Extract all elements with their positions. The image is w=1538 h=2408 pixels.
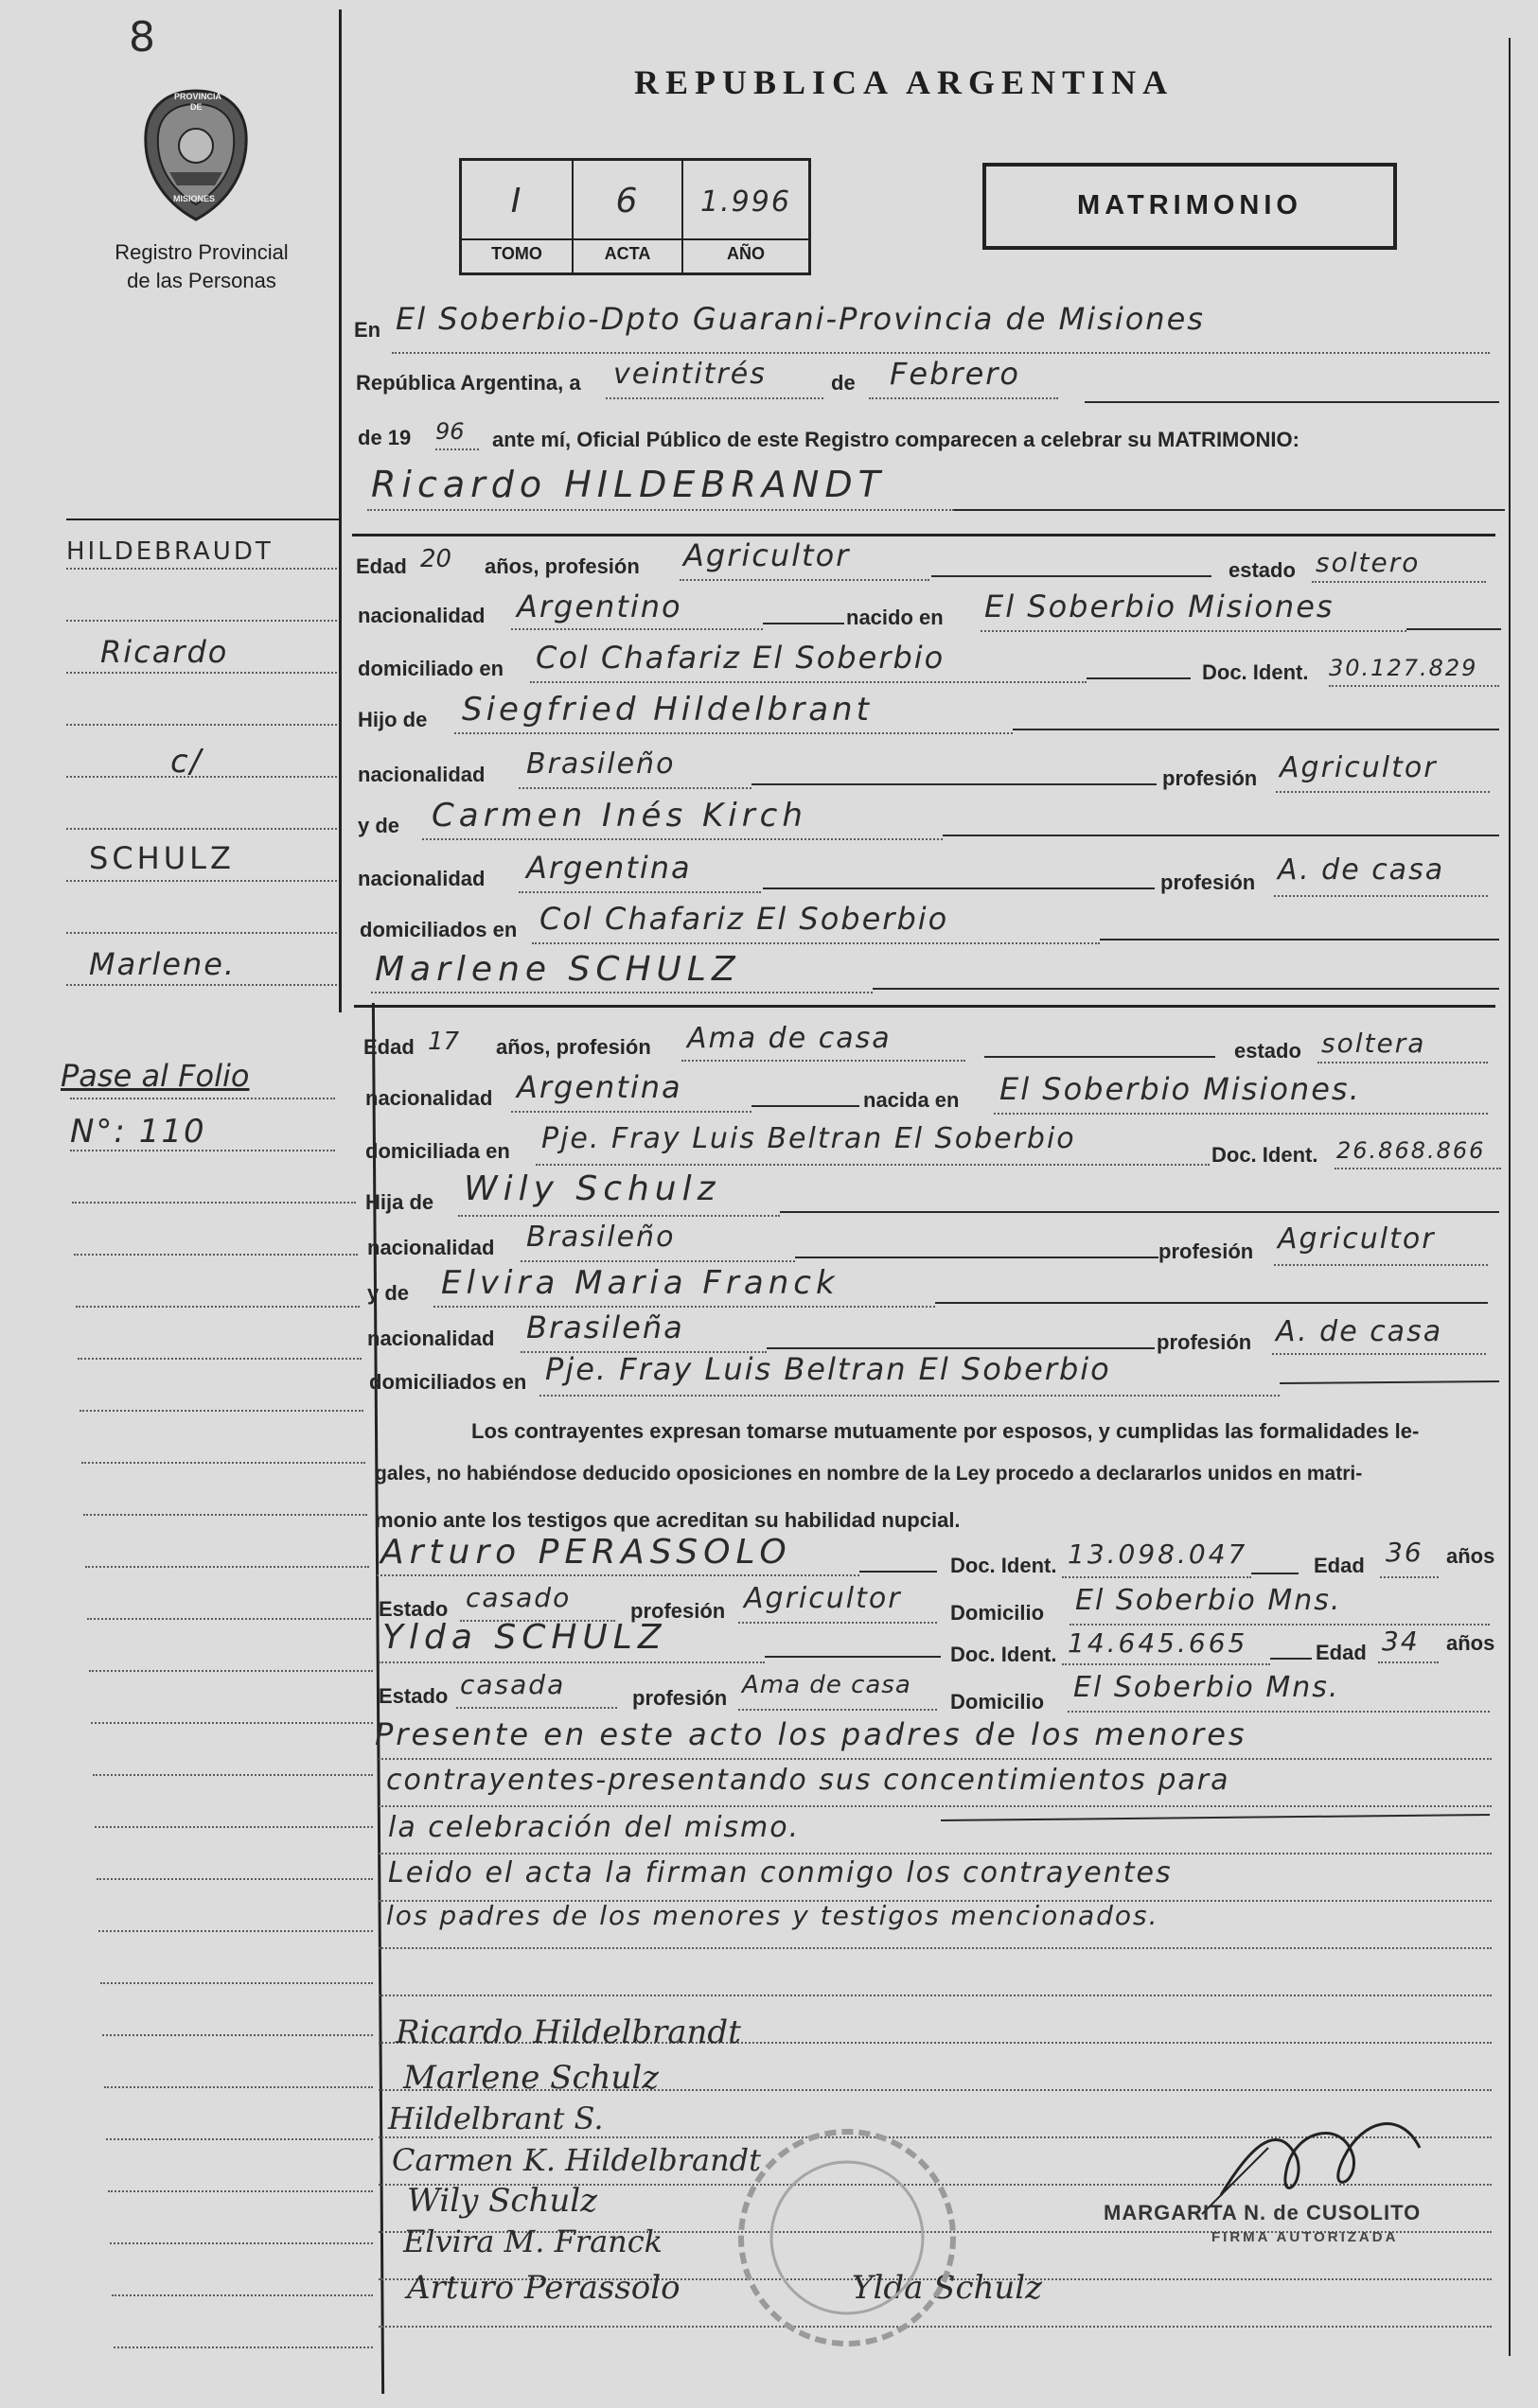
acta-value: 6 <box>615 182 640 220</box>
bride-padre: Wily Schulz <box>464 1169 721 1208</box>
groom-padres-dom: Col Chafariz El Soberbio <box>539 901 949 937</box>
witness-1-edad: 36 <box>1386 1537 1423 1568</box>
month-value: Febrero <box>890 356 1020 392</box>
witness-2-name: Ylda SCHULZ <box>382 1618 667 1657</box>
acta-label: ACTA <box>604 244 651 263</box>
bride-madre-nac-label: nacionalidad <box>367 1327 495 1350</box>
ano-label: AÑO <box>727 244 765 263</box>
bride-domicilio: Pje. Fray Luis Beltran El Soberbio <box>541 1122 1076 1155</box>
margin-note-folio: Pase al Folio <box>61 1058 250 1094</box>
official-role: FIRMA AUTORIZADA <box>1211 2229 1399 2245</box>
tomo-value: I <box>510 182 523 220</box>
document-type-label: MATRIMONIO <box>1077 190 1302 220</box>
seal-text-bottom: MISIONES <box>173 194 216 203</box>
witness-1-edad-label: Edad <box>1314 1554 1365 1577</box>
witness-1-domicilio: El Soberbio Mns. <box>1075 1584 1342 1617</box>
country-title: REPUBLICA ARGENTINA <box>634 63 1175 101</box>
bride-hija-label: Hija de <box>365 1190 434 1214</box>
groom-domicilio: Col Chafariz El Soberbio <box>536 640 946 676</box>
witness-2-doc: 14.645.665 <box>1068 1627 1248 1659</box>
signature-witness-1: Arturo Perassolo <box>407 2269 681 2307</box>
groom-madre-nac-label: nacionalidad <box>358 867 486 890</box>
witness-2-domicilio: El Soberbio Mns. <box>1073 1671 1340 1704</box>
signature-groom: Ricardo Hildelbrandt <box>396 2013 741 2051</box>
right-vertical-rule <box>1509 38 1511 2356</box>
bride-nacida: El Soberbio Misiones. <box>999 1071 1361 1107</box>
groom-name: Ricardo HILDEBRANDT <box>371 464 886 505</box>
bride-edad-label: Edad <box>363 1035 415 1059</box>
republica-label: República Argentina, a <box>356 371 581 395</box>
bride-name: Marlene SCHULZ <box>375 950 741 989</box>
witness-1-doc: 13.098.047 <box>1068 1538 1248 1570</box>
witness-2-anos-label: años <box>1446 1631 1495 1655</box>
groom-padre: Siegfried Hildelbrant <box>462 691 873 729</box>
margin-note-name: Ricardo <box>100 634 229 670</box>
witness-2-prof-label: profesión <box>632 1686 728 1710</box>
witness-2-estado-label: Estado <box>379 1684 449 1708</box>
groom-madre-prof: A. de casa <box>1278 853 1445 887</box>
margin-note-with: c/ <box>170 743 203 781</box>
seal-text-mid: DE <box>190 102 203 112</box>
groom-padre-prof: Agricultor <box>1280 751 1438 784</box>
bride-madre-prof: A. de casa <box>1276 1315 1443 1348</box>
margin-note-bride-name: Marlene. <box>89 946 237 982</box>
groom-edad: 20 <box>420 545 452 573</box>
witness-1-profesion: Agricultor <box>744 1582 902 1615</box>
groom-doc-label: Doc. Ident. <box>1202 660 1309 684</box>
registry-line-2: de las Personas <box>127 269 276 292</box>
signature-bride-mother: Elvira M. Franck <box>403 2223 663 2259</box>
groom-padres-dom-label: domiciliados en <box>360 918 518 941</box>
document-type-box <box>982 163 1397 250</box>
witness-2-doc-label: Doc. Ident. <box>950 1643 1057 1666</box>
note-line-3: la celebración del mismo. <box>388 1811 801 1844</box>
bride-profesion: Ama de casa <box>687 1022 892 1055</box>
margin-note-surname: HILDEBRAUDT <box>66 537 274 566</box>
witness-2-dom-label: Domicilio <box>950 1690 1045 1714</box>
note-line-4: Leido el acta la firman conmigo los contrayentes <box>388 1856 1173 1889</box>
margin-note-bride-surname: SCHULZ <box>89 840 235 876</box>
note-line-2: contrayentes-presentando sus concentimientos para <box>386 1764 1230 1797</box>
bride-nacionalidad-label: nacionalidad <box>365 1086 493 1110</box>
bride-nacionalidad: Argentina <box>517 1069 682 1105</box>
groom-madre-prof-label: profesión <box>1160 870 1256 894</box>
witness-2-edad-label: Edad <box>1316 1641 1367 1664</box>
bride-edad: 17 <box>428 1028 460 1056</box>
year-prefix: de 19 <box>358 426 412 449</box>
groom-padre-prof-label: profesión <box>1162 766 1258 790</box>
en-label: En <box>354 318 381 342</box>
groom-yde-label: y de <box>358 814 400 837</box>
note-line-5: los padres de los menores y testigos mencionados. <box>386 1900 1159 1931</box>
groom-nacido-label: nacido en <box>846 606 944 629</box>
bride-madre: Elvira Maria Franck <box>441 1264 840 1302</box>
bride-domiciliada-label: domiciliada en <box>365 1139 510 1163</box>
page-number: 8 <box>129 13 157 62</box>
bride-estado-label: estado <box>1234 1039 1301 1063</box>
bride-section-rule <box>354 1005 1495 1008</box>
groom-nacionalidad-label: nacionalidad <box>358 604 486 627</box>
record-box <box>459 158 811 275</box>
groom-domiciliado-label: domiciliado en <box>358 657 504 680</box>
ano-value: 1.996 <box>700 185 791 219</box>
left-vertical-rule <box>339 9 342 1012</box>
intro-text: ante mí, Oficial Público de este Registro comparecen a celebrar su MATRIMONIO: <box>492 428 1299 451</box>
groom-hijo-label: Hijo de <box>358 708 428 731</box>
groom-estado: soltero <box>1316 547 1421 578</box>
groom-edad-label: Edad <box>356 554 407 578</box>
place-value: El Soberbio-Dpto Guarani-Provincia de Misiones <box>396 301 1205 337</box>
groom-anos-profesion: años, profesión <box>485 554 640 578</box>
margin-note-folio-number: N°: 110 <box>70 1113 206 1151</box>
bride-madre-nac: Brasileña <box>526 1309 684 1345</box>
groom-doc: 30.127.829 <box>1329 655 1478 681</box>
groom-madre: Carmen Inés Kirch <box>432 797 807 835</box>
bride-yde-label: y de <box>367 1281 410 1305</box>
groom-nacido: El Soberbio Misiones <box>984 589 1335 624</box>
seal-text-top: PROVINCIA <box>174 92 222 101</box>
bride-padre-prof: Agricultor <box>1278 1222 1436 1256</box>
tomo-label: TOMO <box>491 244 542 263</box>
declaration-line-1: Los contrayentes expresan tomarse mutuamente por esposos, y cumplidas las formalidades le- <box>471 1419 1420 1443</box>
witness-1-anos-label: años <box>1446 1544 1495 1568</box>
official-stamp-icon <box>729 2119 965 2356</box>
bride-doc-label: Doc. Ident. <box>1211 1143 1318 1167</box>
year-value: 96 <box>435 418 465 445</box>
bride-padres-dom-label: domiciliados en <box>369 1370 527 1394</box>
bride-nacida-label: nacida en <box>863 1088 960 1112</box>
bride-anos-profesion: años, profesión <box>496 1035 651 1059</box>
signature-witness-2: Ylda Schulz <box>852 2269 1043 2307</box>
declaration-line-2: gales, no habiéndose deducido oposiciones en nombre de la Ley procedo a declararlos unidos en matri- <box>375 1463 1363 1485</box>
witness-1-name: Arturo PERASSOLO <box>380 1533 792 1572</box>
bride-padres-dom: Pje. Fray Luis Beltran El Soberbio <box>545 1351 1111 1387</box>
groom-estado-label: estado <box>1229 558 1296 582</box>
signature-groom-father: Hildelbrant S. <box>388 2100 604 2136</box>
witness-1-estado: casado <box>466 1582 572 1613</box>
margin-header-rule <box>66 519 339 520</box>
signature-bride-father: Wily Schulz <box>407 2182 598 2220</box>
groom-madre-nac: Argentina <box>526 850 692 886</box>
bride-estado: soltera <box>1321 1028 1426 1059</box>
witness-1-prof-label: profesión <box>630 1599 726 1623</box>
de-label: de <box>831 371 856 395</box>
signature-bride: Marlene Schulz <box>403 2059 660 2097</box>
note-line-1: Presente en este acto los padres de los menores <box>375 1716 1247 1752</box>
witness-1-doc-label: Doc. Ident. <box>950 1554 1057 1577</box>
witness-1-estado-label: Estado <box>379 1597 449 1621</box>
groom-padre-nac: Brasileño <box>526 747 676 781</box>
witness-2-estado: casada <box>460 1669 566 1700</box>
witness-2-profesion: Ama de casa <box>742 1671 911 1699</box>
registry-line-1: Registro Provincial <box>115 240 289 264</box>
witness-2-edad: 34 <box>1382 1626 1420 1657</box>
bride-padre-nac-label: nacionalidad <box>367 1236 495 1259</box>
bride-doc: 26.868.866 <box>1336 1137 1486 1164</box>
groom-nacionalidad: Argentino <box>517 589 682 624</box>
declaration-line-3: monio ante los testigos que acreditan su habilidad nupcial. <box>375 1508 961 1532</box>
groom-padre-nac-label: nacionalidad <box>358 763 486 786</box>
bride-padre-nac: Brasileño <box>526 1221 676 1254</box>
witness-1-dom-label: Domicilio <box>950 1601 1045 1625</box>
official-name: MARGARITA N. de CUSOLITO <box>1104 2201 1422 2224</box>
groom-profesion: Agricultor <box>683 537 851 573</box>
bride-padre-prof-label: profesión <box>1158 1239 1254 1263</box>
signature-groom-mother: Carmen K. Hildelbrandt <box>392 2142 762 2178</box>
groom-section-rule <box>352 534 1495 536</box>
day-value: veintitrés <box>613 358 767 391</box>
bride-madre-prof-label: profesión <box>1157 1330 1252 1354</box>
